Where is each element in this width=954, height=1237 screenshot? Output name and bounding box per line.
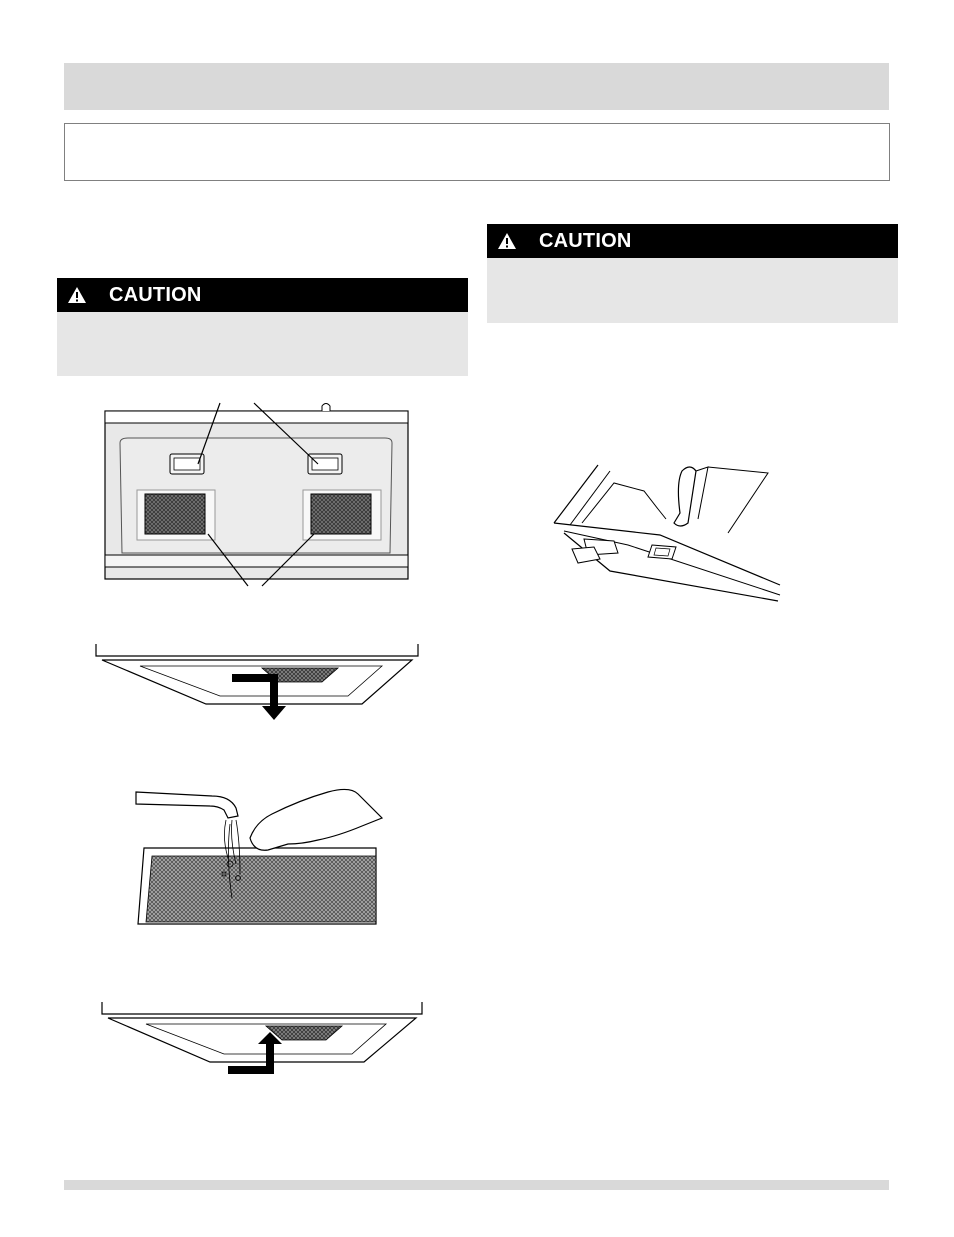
page-footer-bar (64, 1180, 889, 1190)
filter-install-illustration (100, 1002, 426, 1078)
caution-title: CAUTION (109, 283, 202, 306)
warning-triangle-icon (497, 232, 517, 250)
caution-box-right (487, 224, 898, 323)
hood-underside-illustration (100, 398, 412, 590)
page-header-bar (64, 63, 889, 110)
caution-header (57, 278, 468, 312)
filter-removal-illustration (92, 644, 426, 722)
warning-triangle-icon (67, 286, 87, 304)
caution-title: CAUTION (539, 229, 632, 252)
info-box (64, 123, 890, 181)
light-cover-illustration (548, 463, 784, 603)
washing-filter-illustration (132, 778, 384, 926)
caution-header (487, 224, 898, 258)
caution-box-left (57, 278, 468, 376)
